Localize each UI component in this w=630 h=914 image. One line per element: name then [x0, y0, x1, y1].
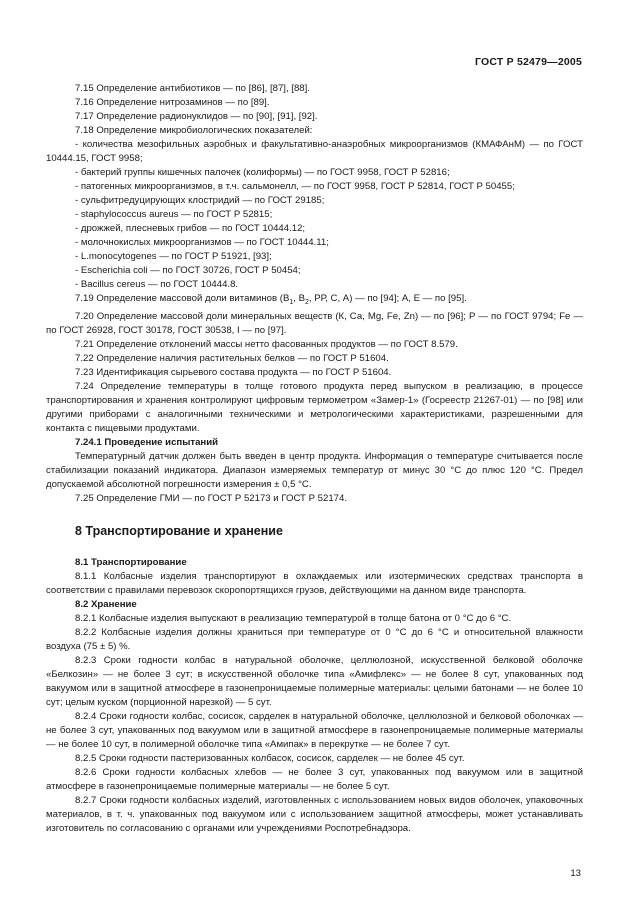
heading-8-1: 8.1 Транспортирование [75, 556, 187, 568]
document-header: ГОСТ Р 52479—2005 [474, 56, 582, 68]
heading-8-2: 8.2 Хранение [75, 598, 137, 610]
paragraph-8-2-3: 8.2.3 Сроки годности колбас в натуральной оболочке, целлюлозной, искусственной белковой оболочке «Белкозин» — не более 3 сут; в искусственной оболочке типа «Амифлекс» — не более 8 сут, упакованных под вакуумом или в защитной атмосфере в газонепроницаемые полимерные материалы: целыми батонами — не более 10 сут; целым куском (порционной нарезкой) — 5 сут. [46, 654, 583, 708]
list-item-bacillus: - Bacillus cereus — по ГОСТ 10444.8. [75, 279, 239, 290]
heading-7-24-1: 7.24.1 Проведение испытаний [75, 436, 219, 448]
paragraph-8-2-1: 8.2.1 Колбасные изделия выпускают в реализацию температурой в толще батона от 0 °С до 6 °С. [75, 612, 512, 624]
list-item-yeast: - дрожжей, плесневых грибов — по ГОСТ 10444.12; [75, 223, 306, 234]
item-7-25: 7.25 Определение ГМИ — по ГОСТ Р 52173 и ГОСТ Р 52174. [75, 492, 347, 504]
paragraph-7-24-1: Температурный датчик должен быть введен в центр продукта. Информация о температуре считывается после стабилизации показаний индикатора. Диапазон измеряемых температур от минус 30 °С до плюс 120 °С. Предел допускаемой абсолютной погрешности измерения ± 0,5 °С. [46, 450, 583, 490]
list-item-clostridia: - сульфитредуцирующих клостридий — по ГОСТ 29185; [75, 195, 325, 206]
item-7-20: 7.20 Определение массовой доли минеральных веществ (К, Са, Mg, Fe, Zn) — по [96]; Р — по ГОСТ 9794; Fe — по ГОСТ 26928, ГОСТ 30178, ГОСТ 30538, I — по [97]. [46, 310, 583, 336]
item-7-24: 7.24 Определение температуры в толще готового продукта перед выпуском в реализацию, в процессе транспортирования и хранения контролируют цифровым термометром «Замер-1» (Госреестр 21267-01) — по [98] или другими приборами с аналогичными техническими и метрологическими характеристиками, разрешенными для контакта с пищевыми продуктами. [46, 380, 583, 434]
section-8-title: 8 Транспортирование и хранение [75, 523, 283, 538]
paragraph-8-2-7: 8.2.7 Сроки годности колбасных изделий, изготовленных с использованием новых видов оболочек, упаковочных материалов, в т. ч. упакованных под вакуумом или с использованием защитной атмосферы, может устанавливать изготовитель по согласованию с органами или учреждениями Роспотребнадзора. [46, 794, 583, 834]
paragraph-8-2-2: 8.2.2 Колбасные изделия должны храниться при температуре от 0 °С до 6 °С и относительной влажности воздуха (75 ± 5) %. [46, 626, 583, 652]
item-7-17: 7.17 Определение радионуклидов — по [90], [91], [92]. [75, 111, 318, 122]
list-item-coliform: - бактерий группы кишечных палочек (колиформы) — по ГОСТ 9958, ГОСТ Р 52816; [75, 167, 450, 178]
list-item-staphylococcus: - staphylococcus aureus — по ГОСТ Р 52815; [75, 209, 273, 220]
list-item-lactic: - молочнокислых микроорганизмов — по ГОСТ 10444.11; [75, 237, 329, 248]
list-item-kmafanm: - количества мезофильных аэробных и факультативно-анаэробных микроорганизмов (КМАФАнМ) — по ГОСТ 10444.15, ГОСТ 9958; [46, 139, 583, 164]
list-item-pathogens: - патогенных микроорганизмов, в т.ч. сальмонелл, — по ГОСТ 9958, ГОСТ Р 52814, ГОСТ Р 50455; [75, 181, 515, 192]
item-7-18: 7.18 Определение микробиологических показателей: [75, 125, 313, 136]
item-7-21: 7.21 Определение отклонений массы нетто фасованных продуктов — по ГОСТ 8.579. [75, 338, 458, 350]
paragraph-8-1-1: 8.1.1 Колбасные изделия транспортируют в охлаждаемых или изотермических средствах транспорта в соответствии с правилами перевозок скоропортящихся грузов, действующими на данном виде транспорта. [46, 570, 583, 596]
paragraph-8-2-5: 8.2.5 Сроки годности пастеризованных колбасок, сосисок, сарделек — не более 45 сут. [75, 752, 465, 764]
item-7-23: 7.23 Идентификация сырьевого состава продукта — по ГОСТ Р 51604. [75, 366, 392, 378]
list-item-listeria: - L.monocytogenes — по ГОСТ Р 51921, [93]; [75, 251, 272, 262]
paragraph-8-2-6: 8.2.6 Сроки годности колбасных хлебов — не более 3 сут, упакованных под вакуумом или в защитной атмосфере в газонепроницаемые полимерные материалы — не более 5 сут. [46, 766, 583, 792]
item-7-22: 7.22 Определение наличия растительных белков — по ГОСТ Р 51604. [75, 352, 389, 364]
page-number: 13 [570, 868, 581, 879]
document-body [46, 82, 583, 836]
list-item-ecoli: - Escherichia coli — по ГОСТ 30726, ГОСТ Р 50454; [75, 265, 301, 276]
item-7-15: 7.15 Определение антибиотиков — по [86], [87], [88]. [75, 83, 310, 94]
item-7-16: 7.16 Определение нитрозаминов — по [89]. [75, 97, 270, 108]
item-7-19: 7.19 Определение массовой доли витаминов ($В_1$, $В_2$, РР, С, А) — по [94]; А, Е — по [95]. [75, 293, 467, 306]
paragraph-8-2-4: 8.2.4 Сроки годности колбас, сосисок, сарделек в натуральной оболочке, целлюлозной и белковой оболочках — не более 3 сут, упакованных под вакуумом или в защитной атмосфере в газонепроницаемые полимерные материалы — не более 10 сут, в полимерной оболочке типа «Амипак» в перекрутке — не более 7 сут. [46, 710, 583, 750]
